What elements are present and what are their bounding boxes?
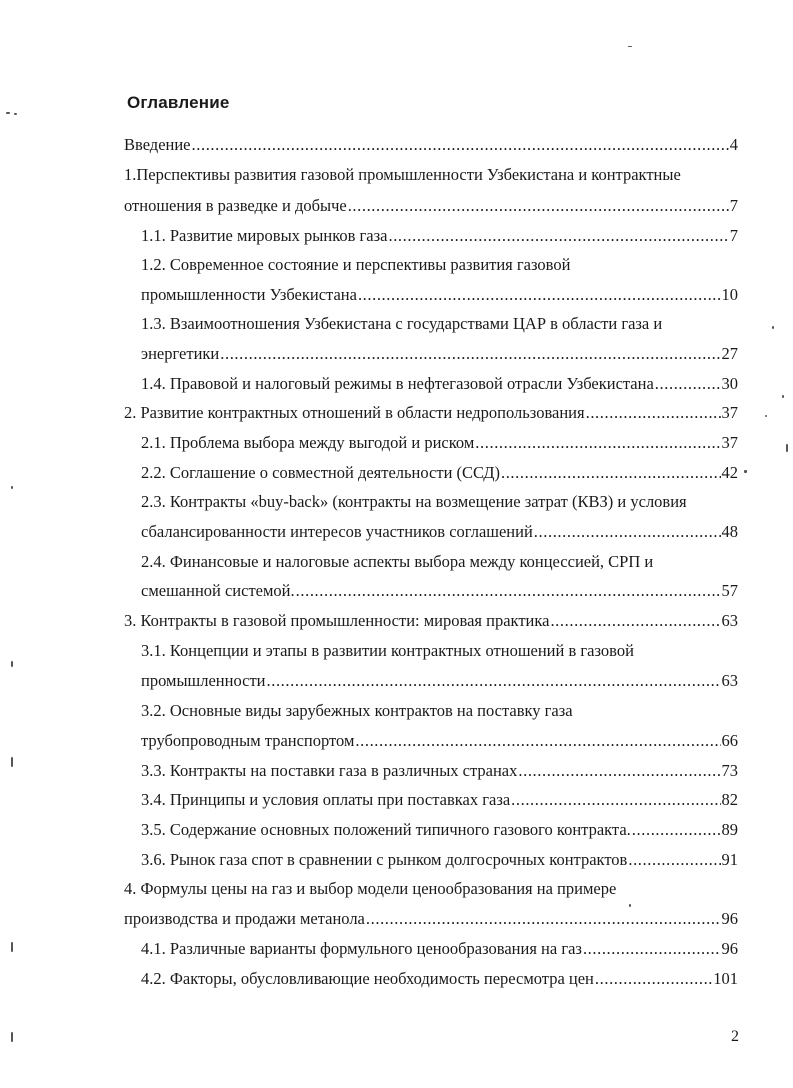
toc-entry[interactable] <box>141 820 738 840</box>
toc-entry-page: 42 <box>721 463 738 482</box>
toc-entry[interactable] <box>141 939 738 959</box>
scan-speck <box>14 113 17 115</box>
toc-entry-text: промышленности <box>141 671 266 690</box>
scan-speck <box>11 942 13 952</box>
toc-entry-text: 3.5. Содержание основных положений типичного газового контракта. <box>141 820 631 839</box>
toc-entry-line1: 3.1. Концепции и этапы в развитии контрактных отношений в газовой <box>141 641 634 660</box>
toc-entry[interactable] <box>141 581 738 601</box>
scan-speck <box>765 415 767 417</box>
toc-entry-text: сбалансированности интересов участников соглашений <box>141 522 533 541</box>
toc-entry[interactable] <box>141 374 738 394</box>
toc-entry-text: 3. Контракты в газовой промышленности: мировая практика <box>124 611 550 630</box>
toc-entry-text: 1.4. Правовой и налоговый режимы в нефтегазовой отрасли Узбекистана <box>141 374 654 393</box>
scan-speck <box>11 661 13 667</box>
toc-entry-text: 3.6. Рынок газа спот в сравнении с рынком долгосрочных контрактов <box>141 850 628 869</box>
toc-title: Оглавление <box>127 93 230 112</box>
scan-speck <box>6 112 10 114</box>
toc-entry-page: 10 <box>721 285 738 304</box>
scan-speck <box>772 326 774 329</box>
toc-leader <box>267 671 721 691</box>
scan-speck <box>11 486 13 489</box>
toc-entry[interactable] <box>124 135 738 155</box>
toc-leader <box>534 522 721 542</box>
toc-leader <box>475 433 720 453</box>
toc-entry-page: 48 <box>721 522 738 541</box>
toc-entry-page: 7 <box>729 196 738 215</box>
toc-entry-page: 66 <box>721 731 738 750</box>
toc-entry-page: 7 <box>729 226 738 245</box>
toc-entry-text: 2. Развитие контрактных отношений в области недропользования <box>124 403 585 422</box>
toc-entry[interactable] <box>141 850 738 870</box>
toc-leader <box>358 285 721 305</box>
scan-speck <box>782 395 784 398</box>
toc-leader <box>296 581 721 601</box>
toc-leader <box>355 731 720 751</box>
toc-entry[interactable] <box>124 196 738 216</box>
toc-entry-text: 3.4. Принципы и условия оплаты при поставках газа <box>141 790 511 809</box>
toc-entry-text: смешанной системой. <box>141 581 295 600</box>
toc-entry[interactable] <box>141 285 738 305</box>
toc-entry-text: 1.1. Развитие мировых рынков газа <box>141 226 388 245</box>
toc-entry[interactable] <box>141 731 738 751</box>
toc-leader <box>388 226 728 246</box>
toc-leader <box>550 611 720 631</box>
toc-entry-page: 37 <box>721 403 738 422</box>
toc-leader <box>511 790 720 810</box>
toc-entry-line1: 2.3. Контракты «buy-back» (контракты на возмещение затрат (КВЗ) и условия <box>141 492 687 511</box>
toc-entry[interactable] <box>141 463 738 483</box>
scan-speck <box>628 46 632 47</box>
scan-speck <box>11 1032 13 1042</box>
toc-entry-page: 96 <box>721 939 738 958</box>
toc-entry-line1: 4. Формулы цены на газ и выбор модели ценообразования на примере <box>124 879 617 898</box>
toc-entry-page: 73 <box>721 761 738 780</box>
toc-entry-line1: 3.2. Основные виды зарубежных контрактов на поставку газа <box>141 701 573 720</box>
toc-entry-page: 91 <box>721 850 738 869</box>
toc-entry-page: 82 <box>721 790 738 809</box>
toc-leader <box>348 196 729 216</box>
toc-entry[interactable] <box>124 403 738 423</box>
toc-entry[interactable] <box>141 522 738 542</box>
toc-entry-line1: 1.Перспективы развития газовой промышленности Узбекистана и контрактные <box>124 165 681 184</box>
toc-entry-page: 30 <box>721 374 738 393</box>
toc-entry-page: 63 <box>721 611 738 630</box>
toc-leader <box>632 820 721 840</box>
toc-entry-page: 27 <box>721 344 738 363</box>
toc-entry[interactable] <box>141 344 738 364</box>
toc-entry-page: 96 <box>721 909 738 928</box>
scan-speck <box>744 470 747 473</box>
toc-entry-text: энергетики <box>141 344 220 363</box>
toc-leader <box>501 463 721 483</box>
toc-entry-text: 2.1. Проблема выбора между выгодой и риском <box>141 433 475 452</box>
toc-leader <box>192 135 729 155</box>
toc-entry[interactable] <box>141 790 738 810</box>
toc-entry-line1: 1.3. Взаимоотношения Узбекистана с государствами ЦАР в области газа и <box>141 314 663 333</box>
toc-entry-text: 2.2. Соглашение о совместной деятельности (ССД) <box>141 463 500 482</box>
page-number: 2 <box>731 1028 739 1045</box>
toc-leader <box>628 850 720 870</box>
toc-entry[interactable] <box>141 671 738 691</box>
toc-entry[interactable] <box>141 969 738 989</box>
toc-entry-page: 89 <box>721 820 738 839</box>
toc-entry[interactable] <box>141 433 738 453</box>
toc-leader <box>586 403 721 423</box>
toc-entry-text: производства и продажи метанола <box>124 909 365 928</box>
toc-entry-text: промышленности Узбекистана <box>141 285 357 304</box>
toc-entry-text: трубопроводным транспортом <box>141 731 355 750</box>
scan-speck <box>629 904 631 907</box>
toc-entry-page: 37 <box>721 433 738 452</box>
toc-entry-text: 3.3. Контракты на поставки газа в различных странах <box>141 761 518 780</box>
toc-entry-page: 57 <box>721 581 738 600</box>
toc-entry[interactable] <box>141 226 738 246</box>
toc-entry-text: отношения в разведке и добыче <box>124 196 347 215</box>
toc-entry[interactable] <box>124 611 738 631</box>
toc-entry-line1: 2.4. Финансовые и налоговые аспекты выбора между концессией, СРП и <box>141 552 654 571</box>
toc-entry[interactable] <box>124 909 738 929</box>
toc-entry-page: 63 <box>721 671 738 690</box>
toc-entry-page: 101 <box>713 969 738 988</box>
toc-entry-text: 4.2. Факторы, обусловливающие необходимость пересмотра цен <box>141 969 594 988</box>
toc-leader <box>220 344 720 364</box>
scan-speck <box>786 444 788 452</box>
scan-speck <box>11 757 13 767</box>
toc-entry[interactable] <box>141 761 738 781</box>
toc-entry-text: Введение <box>124 135 191 154</box>
toc-leader <box>595 969 712 989</box>
toc-entry-text: 4.1. Различные варианты формульного ценообразования на газ <box>141 939 582 958</box>
toc-leader <box>583 939 721 959</box>
toc-leader <box>655 374 721 394</box>
toc-leader <box>518 761 720 781</box>
toc-entry-page: 4 <box>729 135 738 154</box>
toc-entry-line1: 1.2. Современное состояние и перспективы развития газовой <box>141 255 571 274</box>
toc-leader <box>366 909 721 929</box>
